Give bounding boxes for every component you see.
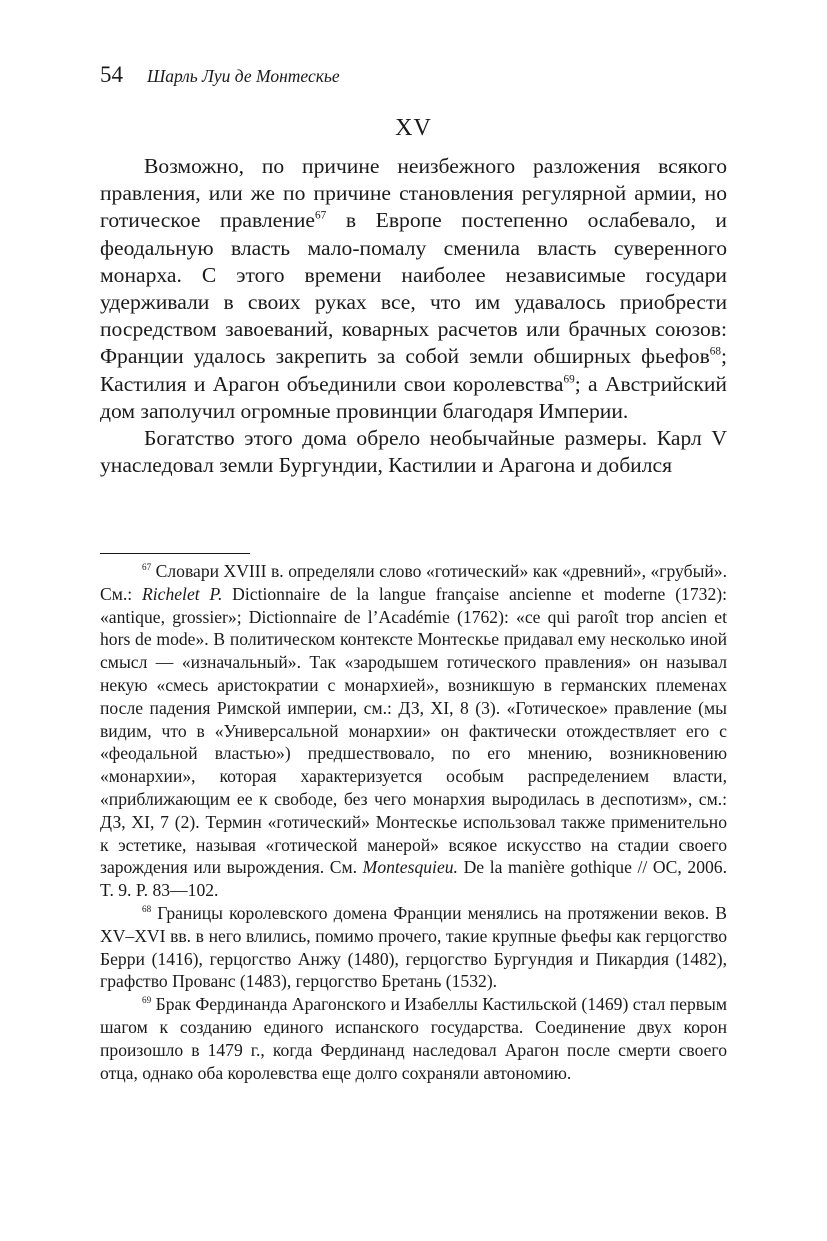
footnote-text: Границы королевского домена Франции менялись на протяжении веков. В XV–XVI вв. в него влились, помимо прочего, такие крупные фьефы как герцогство Берри (1416), герцогство Анжу (1480), герцогство Бургундия и Пикардия (1482), графство Прованс (1483), герцогство Бретань (1532). bbox=[100, 902, 727, 992]
footnote-number: 69 bbox=[142, 995, 152, 1006]
footnote-text: De la manière gothique // OC, 2006. T. 9. P. 83—102. bbox=[100, 857, 727, 901]
footnote-67 bbox=[100, 560, 727, 902]
main-text bbox=[100, 153, 727, 479]
body-paragraph: Богатство этого дома обрело необычайные размеры. Карл V унаследовал земли Бургундии, Кастилии и Арагона и добился bbox=[100, 426, 727, 478]
footnote-author: Montesquieu. bbox=[362, 857, 458, 878]
paragraph-text: в Европе постепенно ослабевало, и феодальную власть мало-помалу сменила власть суверенного монарха. С этого времени наиболее независимые государи удерживали в своих руках все, что им удавалось приобрести посредством завоеваний, коварных расчетов или брачных союзов: Франции удалось закрепить за собой земли обширных фьефов bbox=[100, 208, 727, 369]
footnote-text: Словари XVIII в. определяли слово «готический» как «древний», «грубый». См.: bbox=[100, 561, 727, 604]
footnote-ref[interactable]: 68 bbox=[709, 346, 721, 358]
footnote-number: 67 bbox=[142, 562, 152, 573]
paragraph-text: ; Кастилия и Арагон объединили свои королевства bbox=[100, 344, 727, 396]
paragraph-text: ; а Австрийский дом заполучил огромные провинции благодаря Империи. bbox=[100, 371, 727, 423]
paragraph-text: Возможно, по причине неизбежного разложения всякого правления, или же по причине становления регулярной армии, но готическое правление bbox=[100, 154, 727, 233]
chapter-heading: XV bbox=[395, 115, 432, 141]
footnotes bbox=[100, 560, 727, 1084]
footnote-69 bbox=[100, 993, 727, 1084]
running-head bbox=[100, 62, 340, 92]
footnote-number: 68 bbox=[142, 904, 152, 915]
footnote-ref[interactable]: 67 bbox=[314, 209, 327, 222]
footnote-ref[interactable]: 69 bbox=[563, 373, 575, 386]
body-paragraph bbox=[100, 153, 727, 425]
footnote-68 bbox=[100, 902, 727, 993]
footnote-text: Брак Фердинанда Арагонского и Изабеллы Кастильской (1469) стал первым шагом к созданию единого испанского государства. Соединение двух корон произошло в 1479 г., когда Фердинанд наследовал Арагон после смерти своего отца, однако оба королевства еще долго сохраняли автономию. bbox=[100, 994, 727, 1083]
running-title: Шарль Луи де Монтескье bbox=[147, 66, 340, 86]
footnote-text: Dictionnaire de la langue française ancienne et moderne (1732): «antique, grossier»; Dictionnaire de l’Académie (1762): «ce qui paroît trop ancien et hors de mode». В политическом контексте Монтескье придавал ему несколько иной смысл — «изначальный». Так «зародышем готического правления» он называл некую «смесь аристократии с монархией», возникшую в германских племенах после падения Римской империи, см.: ДЗ, XI, 8 (3). «Готическое» правление (мы видим, что в «Универсальной монархии» он фактически отождествляет его с «феодальной властью») предшествовало, по его мнению, возникновению «монархии», которая характеризуется особым распределением власти, «приближающим ее к свободе, без чего монархия выродилась в деспотизм», см.: ДЗ, XI, 7 (2). Термин «готический» Монтескье использовал также применительно к эстетике, называя «готической манерой» всякое искусство на стадии своего зарождения или вырождения. См. bbox=[100, 583, 727, 878]
footnote-divider bbox=[100, 553, 250, 554]
page-number: 54 bbox=[100, 62, 123, 87]
footnote-author: Richelet P. bbox=[142, 583, 223, 604]
